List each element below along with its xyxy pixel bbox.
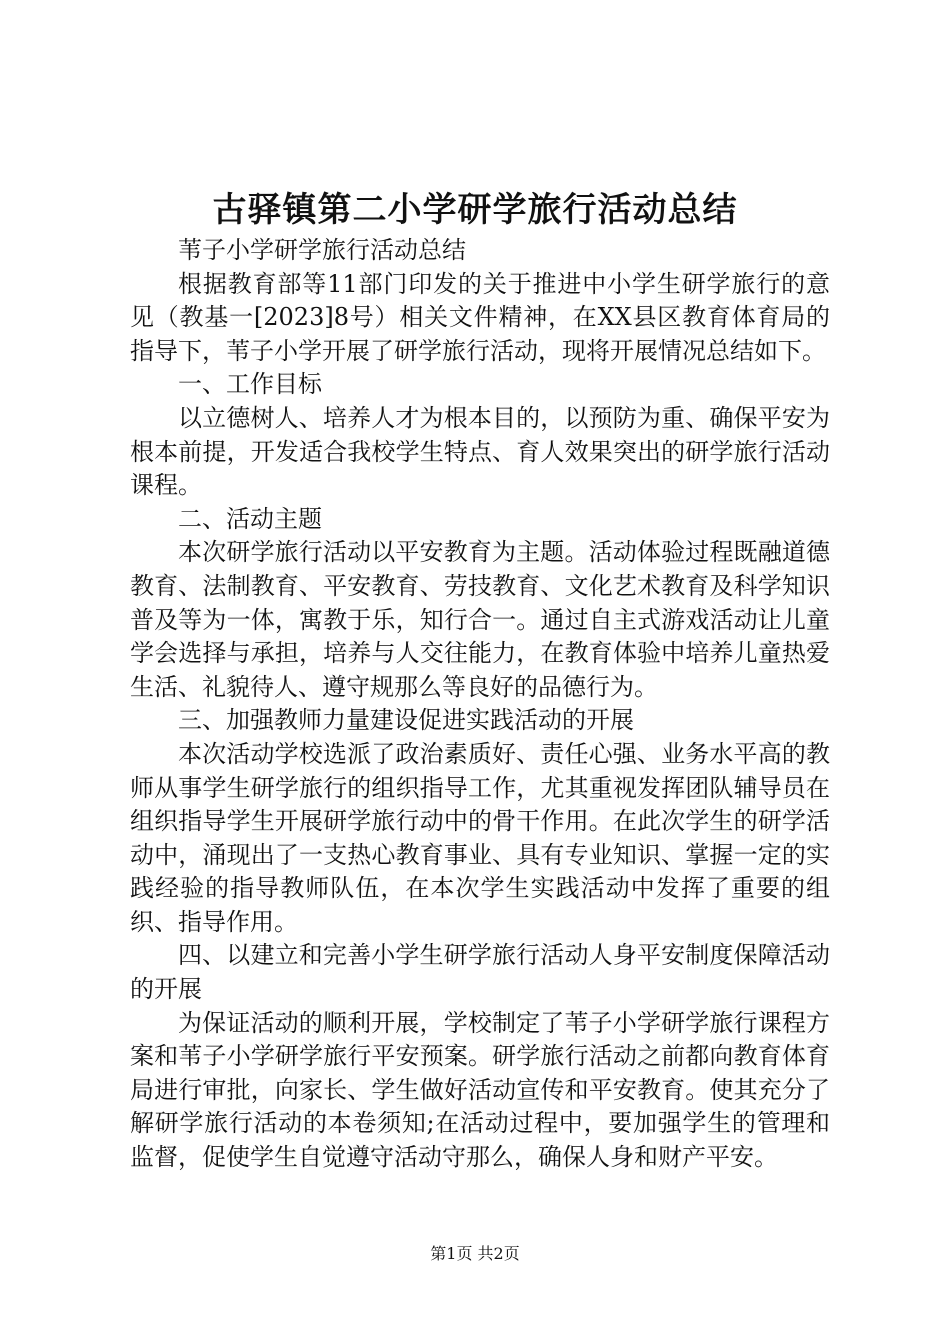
paragraph-subtitle: 苇子小学研学旅行活动总结 (178, 236, 466, 264)
document-body (130, 234, 830, 1175)
paragraph-teachers: 本次活动学校选派了政治素质好、责任心强、业务水平高的教师从事学生研学旅行的组织指导工作，尤其重视发挥团队辅导员在组织指导学生开展研学旅行动中的骨干作用。在此次学生的研学活动中，涌现出了一支热心教育事业、具有专业知识、掌握一定的实践经验的指导教师队伍，在本次学生实践活动中发挥了重要的组织、指导作用。 (130, 739, 830, 936)
paragraph-goals: 以立德树人、培养人才为根本目的，以预防为重、确保平安为根本前提，开发适合我校学生特点、育人效果突出的研学旅行活动课程。 (130, 403, 830, 500)
section-heading-safety: 四、以建立和完善小学生研学旅行活动人身平安制度保障活动的开展 (130, 941, 830, 1004)
paragraph-theme: 本次研学旅行活动以平安教育为主题。活动体验过程既融道德教育、法制教育、平安教育、劳技教育、文化艺术教育及科学知识普及等为一体，寓教于乐，知行合一。通过自主式游戏活动让儿童学会选择与承担，培养与人交往能力，在教育体验中培养儿童热爱生活、礼貌待人、遵守规那么等良好的品德行为。 (130, 538, 830, 701)
paragraph-intro: 根据教育部等11部门印发的关于推进中小学生研学旅行的意见（教基一[2023]8号）相关文件精神，在XX县区教育体育局的指导下，苇子小学开展了研学旅行活动，现将开展情况总结如下。 (130, 269, 830, 365)
document-title: 古驿镇第二小学研学旅行活动总结 (212, 190, 738, 230)
section-heading-teachers: 三、加强教师力量建设促进实践活动的开展 (178, 706, 634, 735)
paragraph-safety: 为保证活动的顺利开展，学校制定了苇子小学研学旅行课程方案和苇子小学研学旅行平安预案。研学旅行活动之前都向教育体育局进行审批，向家长、学生做好活动宣传和平安教育。使其充分了解研学旅行活动的本卷须知;在活动过程中，要加强学生的管理和监督，促使学生自觉遵守活动守那么，确保人身和财产平安。 (130, 1008, 830, 1172)
page-number-footer: 第1页 共2页 (430, 1244, 520, 1263)
section-heading-goals: 一、工作目标 (178, 370, 322, 399)
section-heading-theme: 二、活动主题 (178, 504, 322, 533)
